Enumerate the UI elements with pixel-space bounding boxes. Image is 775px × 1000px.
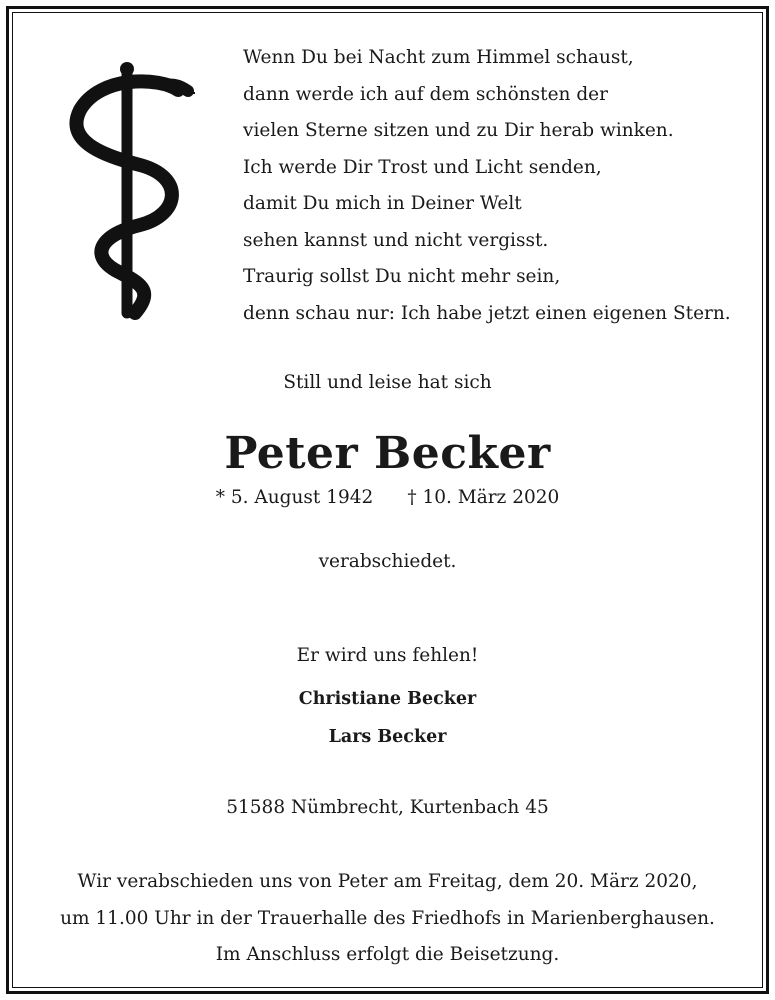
service-details [0,864,775,974]
deceased-name: Peter Becker [224,428,551,479]
poem-line: dann werde ich auf dem schönsten der [243,83,608,105]
life-dates [0,487,775,508]
mourner-name: Christiane Becker [298,689,477,709]
mourner-name: Lars Becker [328,727,447,747]
poem-line: denn schau nur: Ich habe jetzt einen eigenen Stern. [243,302,731,324]
poem-line: Wenn Du bei Nacht zum Himmel schaust, [243,47,634,68]
service-line: um 11.00 Uhr in der Trauerhalle des Friedhofs in Marienberghausen. [60,907,715,929]
death-date: † 10. März 2020 [407,487,560,508]
poem [243,40,753,332]
rod-of-asclepius-icon [60,55,195,325]
service-line: Wir verabschieden uns von Peter am Freitag, dem 20. März 2020, [77,871,698,892]
closing-text: verabschiedet. [318,551,457,572]
service-line: Im Anschluss erfolgt die Beisetzung. [215,944,560,965]
mourners-message: Er wird uns fehlen! [296,645,479,666]
address: 51588 Nümbrecht, Kurtenbach 45 [226,797,549,818]
poem-line: Ich werde Dir Trost und Licht senden, [243,156,602,178]
intro-text: Still und leise hat sich [283,372,492,393]
poem-line: sehen kannst und nicht vergisst. [243,229,549,251]
poem-line: vielen Sterne sitzen und zu Dir herab winken. [243,120,674,141]
birth-date: * 5. August 1942 [215,487,374,508]
poem-line: Traurig sollst Du nicht mehr sein, [243,266,561,287]
poem-line: damit Du mich in Deiner Welt [243,193,522,214]
